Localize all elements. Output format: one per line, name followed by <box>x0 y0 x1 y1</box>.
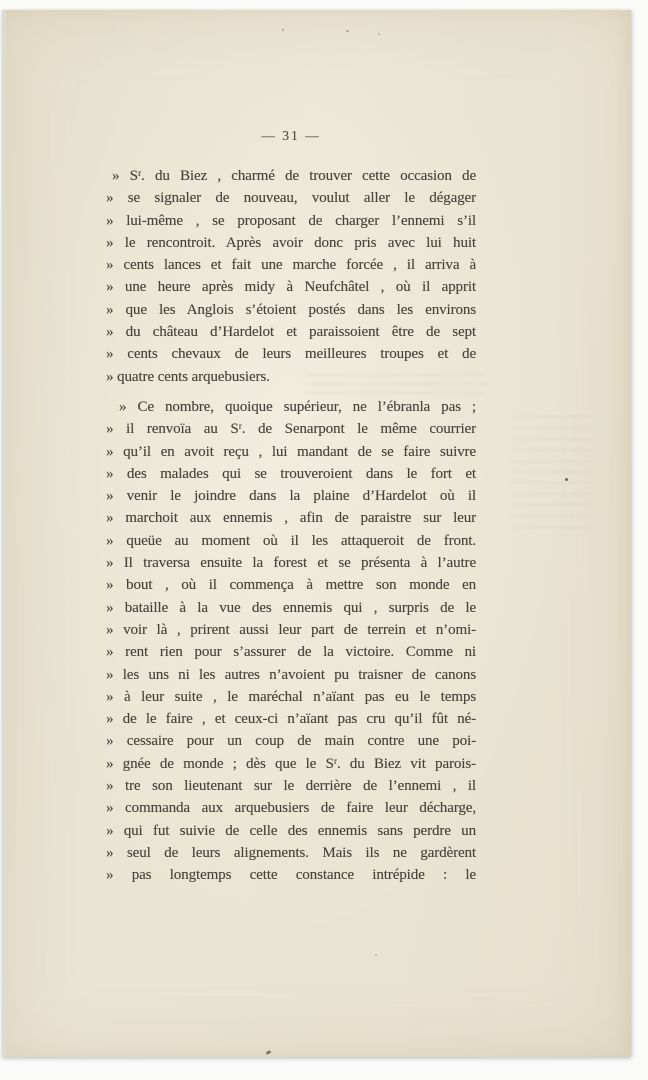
text-line: » gnée de monde ; dès que le Sʳ. du Biez vit parois- <box>106 755 476 772</box>
text-line: » cessaire pour un coup de main contre une poi- <box>106 733 476 750</box>
paper-speck <box>565 478 568 481</box>
text-line: » à leur suite , le maréchal n’aïant pas eu le temps <box>106 688 476 705</box>
text-line: » que les Anglois s’étoient postés dans les environs <box>106 301 476 318</box>
text-line: » lui-même , se proposant de charger l’ennemi s’il <box>106 212 476 229</box>
paper-speck <box>229 288 231 290</box>
text-line: » qu’il en avoit reçu , lui mandant de se faire suivre <box>106 443 476 460</box>
text-line: » les uns ni les autres n’avoient pu traisner de canons <box>106 666 476 683</box>
text-line: » se signaler de nouveau, voulut aller le dégager <box>106 190 476 207</box>
text-line: » commanda aux arquebusiers de faire leur décharge, <box>106 800 476 817</box>
text-line: » cents lances et fait une marche forcée , il arriva à <box>106 257 476 274</box>
text-line: » Sʳ. du Biez , charmé de trouver cette occasion de <box>112 168 476 184</box>
paper-speck <box>266 1050 272 1055</box>
text-line: » bout , où il commença à mettre son monde en <box>106 577 476 594</box>
text-line: » voir là , prirent aussi leur part de terrein et n’omi- <box>106 621 476 638</box>
paragraph-1 <box>106 165 476 388</box>
text-line: » des malades qui se trouveroient dans le fort et <box>106 465 476 482</box>
text-line: » Il traversa ensuite la forest et se présenta à l’autre <box>106 555 476 572</box>
book-page-scan <box>2 10 631 1057</box>
text-line: » rent rien pour s’assurer de la victoire. Comme ni <box>106 644 476 661</box>
text-line: » Ce nombre, quoique supérieur, ne l’ébranla pas ; <box>119 398 476 415</box>
text-line: » queüe au moment où il les attaqueroit de front. <box>106 532 476 549</box>
text-line: » une heure après midy à Neufchâtel , où il apprit <box>106 279 476 296</box>
paper-speck <box>378 33 380 35</box>
text-line: » il renvoïa au Sʳ. de Senarpont le même courrier <box>106 421 476 438</box>
page-text <box>106 128 476 887</box>
text-line: » qui fut suivie de celle des ennemis sans perdre un <box>106 822 476 839</box>
text-line: » de le faire , et ceux-ci n’aïant pas cru qu’il fût né- <box>106 711 476 728</box>
paper-speck <box>282 29 284 31</box>
text-line: » bataille à la vue des ennemis qui , surpris de le <box>106 599 476 616</box>
text-line: » marchoit aux ennemis , afin de paraistre sur leur <box>106 510 476 527</box>
show-through-smudge <box>511 408 591 528</box>
text-line: » le rencontroit. Après avoir donc pris avec lui huit <box>106 234 476 251</box>
paper-speck <box>375 954 377 956</box>
text-line: » tre son lieutenant sur le derrière de l’ennemi , il <box>106 778 476 795</box>
text-line: » seul de leurs alignements. Mais ils ne gardèrent <box>106 844 476 861</box>
paragraph-2 <box>106 396 476 887</box>
text-line: » du château d’Hardelot et paraissoient être de sept <box>106 324 476 341</box>
page-number: — 31 — <box>261 128 321 143</box>
text-line: » venir le joindre dans la plaine d’Hardelot où il <box>106 488 476 505</box>
text-line: » quatre cents arquebusiers. <box>106 368 270 385</box>
text-line: » pas longtemps cette constance intrépide : le <box>106 867 476 884</box>
text-line: » cents chevaux de leurs meilleures troupes et de <box>106 346 476 363</box>
paper-speck <box>346 30 349 32</box>
